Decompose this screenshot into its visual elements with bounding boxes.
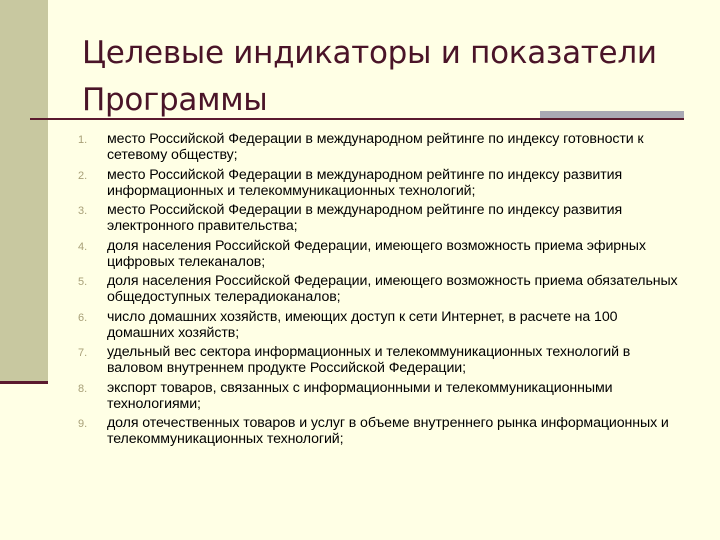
item-number: 5. <box>78 276 88 288</box>
list-item <box>78 238 678 270</box>
indicator-list <box>78 131 678 451</box>
item-number: 4. <box>78 240 88 253</box>
title-divider <box>30 118 684 120</box>
list-item <box>78 273 678 305</box>
list-item <box>78 344 678 376</box>
item-text: число домашних хозяйств, имеющих доступ к сети Интернет, в расчете на 100 домашних хозяйств; <box>107 308 618 341</box>
item-text: экспорт товаров, связанных с информационными и телекоммуникационными технологиями; <box>107 379 613 412</box>
list-item <box>78 167 678 199</box>
left-bar-underline <box>0 381 48 384</box>
list-item <box>78 380 678 412</box>
item-text: место Российской Федерации в международном рейтинге по индексу готовности к сетевому обществу; <box>107 131 644 163</box>
list-item <box>78 202 678 234</box>
item-number: 7. <box>78 347 88 359</box>
item-number: 2. <box>78 169 88 182</box>
item-number: 9. <box>78 418 88 430</box>
item-text: доля населения Российской Федерации, имеющего возможность приема обязательных общедоступных телерадиоканалов; <box>107 273 678 305</box>
slide-title: Целевые индикаторы и показатели Программы <box>82 35 657 118</box>
list-item <box>78 309 678 341</box>
item-text: место Российской Федерации в международном рейтинге по индексу развития информационных и телекоммуникационных технологий; <box>107 166 623 199</box>
item-number: 6. <box>78 311 88 324</box>
item-text: доля отечественных товаров и услуг в объеме внутреннего рынка информационных и телекоммуникационных технологий; <box>107 415 669 447</box>
item-number: 1. <box>78 134 88 146</box>
left-decorative-bar <box>0 0 48 382</box>
list-item <box>78 415 678 447</box>
item-text: доля населения Российской Федерации, имеющего возможность приема эфирных цифровых телеканалов; <box>107 237 646 270</box>
title-rule-accent <box>540 111 684 118</box>
item-number: 3. <box>78 205 88 217</box>
item-number: 8. <box>78 382 88 395</box>
item-text: место Российской Федерации в международном рейтинге по индексу развития электронного правительства; <box>107 202 623 234</box>
item-text: удельный вес сектора информационных и телекоммуникационных технологий в валовом внутреннем продукте Российской Федерации; <box>107 344 631 376</box>
list-item <box>78 131 678 163</box>
